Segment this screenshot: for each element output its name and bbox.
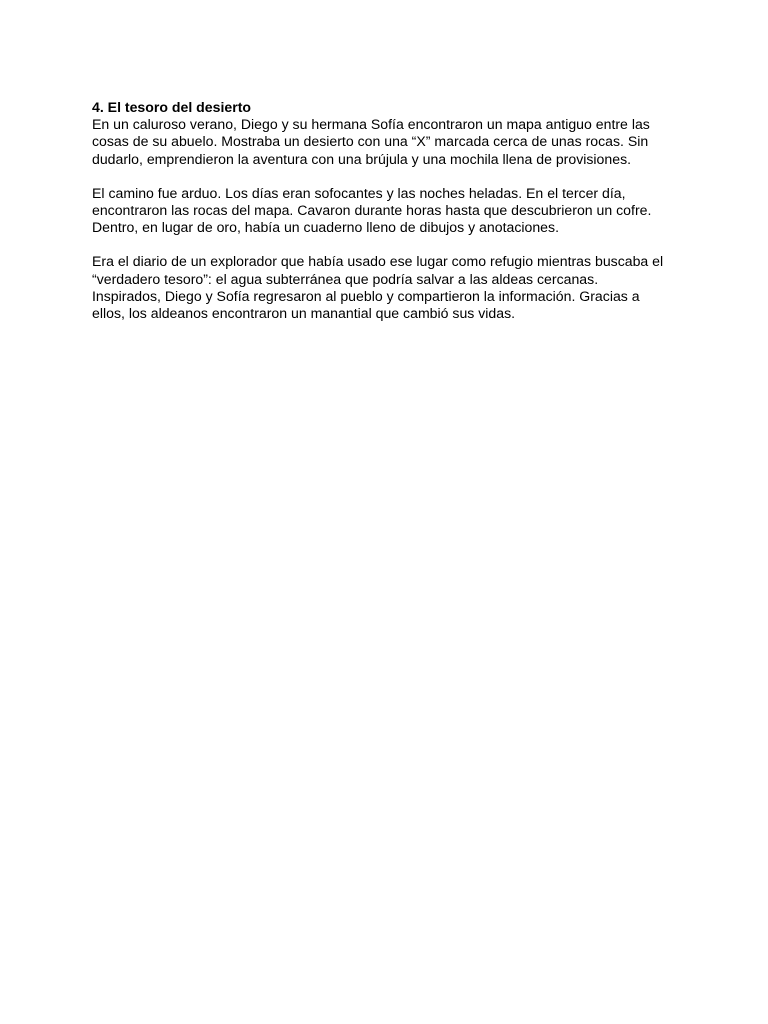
- paragraph-line: Inspirados, Diego y Sofía regresaron al pueblo y compartieron la información. Gracias a: [92, 287, 640, 304]
- paragraph-line: dudarlo, emprendieron la aventura con una brújula y una mochila llena de provisiones.: [92, 150, 632, 167]
- paragraph-3: [92, 253, 682, 322]
- paragraph-line: encontraron las rocas del mapa. Cavaron durante horas hasta que descubrieron un cofre.: [92, 202, 652, 219]
- paragraph-line: “verdadero tesoro”: el agua subterránea que podría salvar a las aldeas cercanas.: [92, 270, 599, 287]
- paragraph-2: [92, 185, 682, 237]
- paragraph-line: Dentro, en lugar de oro, había un cuaderno lleno de dibujos y anotaciones.: [92, 219, 559, 236]
- paragraph-line: cosas de su abuelo. Mostraba un desierto con una “X” marcada cerca de unas rocas. Sin: [92, 133, 649, 150]
- paragraph-line: ellos, los aldeanos encontraron un manantial que cambió sus vidas.: [92, 305, 516, 322]
- document-body: [92, 99, 682, 339]
- paragraph-line: El camino fue arduo. Los días eran sofocantes y las noches heladas. En el tercer día,: [92, 184, 626, 201]
- section-heading: 4. El tesoro del desierto: [92, 99, 251, 115]
- paragraph-line: En un caluroso verano, Diego y su hermana Sofía encontraron un mapa antiguo entre las: [92, 116, 650, 133]
- paragraph-1: [92, 116, 682, 168]
- paragraph-line: Era el diario de un explorador que había usado ese lugar como refugio mientras buscaba el: [92, 253, 664, 270]
